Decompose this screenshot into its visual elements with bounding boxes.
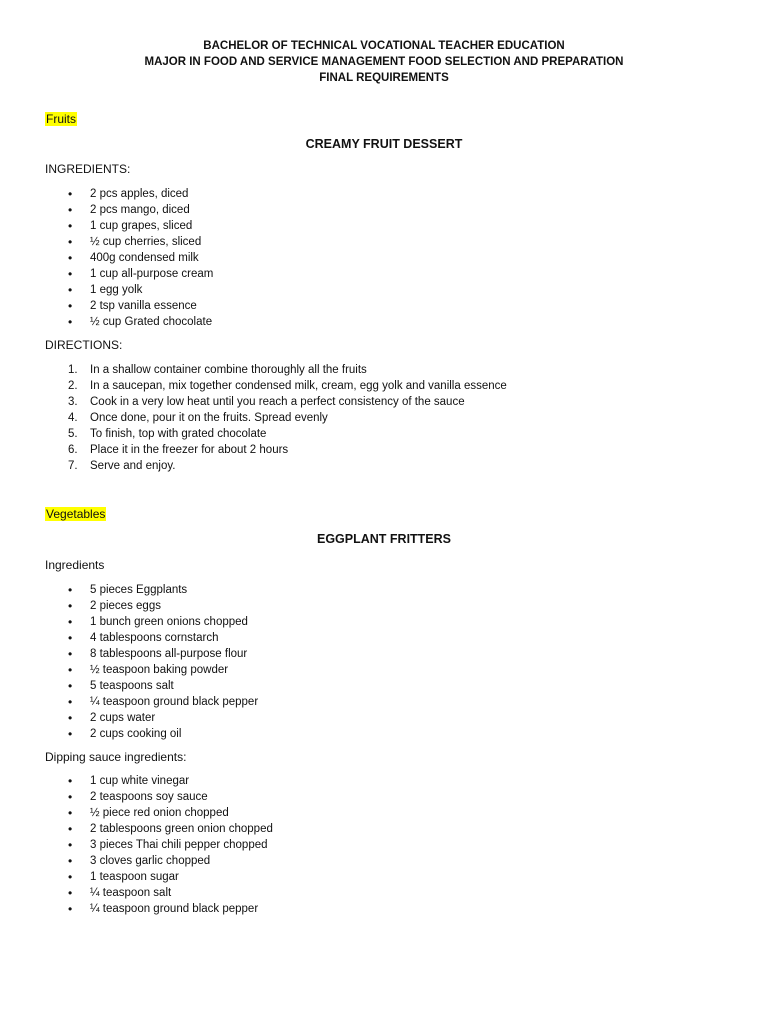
list-item (45, 266, 213, 282)
fruit-ingredients-list (45, 186, 213, 330)
list-item-text: ½ cup cherries, sliced (90, 236, 202, 248)
list-item-text: 1 cup white vinegar (90, 775, 190, 787)
list-item (45, 789, 273, 805)
list-item (45, 662, 258, 678)
ingredients-label: Ingredients (45, 558, 105, 572)
list-item (45, 726, 258, 742)
direction-step: 7. Serve and enjoy. (68, 460, 176, 472)
list-item-text: ¼ teaspoon salt (90, 887, 172, 899)
list-item-text: 3 pieces Thai chili pepper chopped (90, 839, 268, 851)
direction-step: 4. Once done, pour it on the fruits. Spread evenly (68, 412, 328, 424)
list-item-text: 1 egg yolk (90, 284, 143, 296)
list-item-text: 1 cup all-purpose cream (90, 268, 214, 280)
list-item-text: Serve and enjoy. (90, 460, 176, 472)
list-item-text: 2 tsp vanilla essence (90, 300, 197, 312)
list-item-text: 2 teaspoons soy sauce (90, 791, 208, 803)
list-item-text: 2 pcs apples, diced (90, 188, 189, 200)
list-item-text: ½ teaspoon baking powder (90, 664, 229, 676)
list-item-text: 400g condensed milk (90, 252, 199, 264)
ingredients-label: INGREDIENTS: (45, 162, 131, 176)
dipping-sauce-list (45, 773, 273, 917)
direction-step: 1. In a shallow container combine thoroughly all the fruits (68, 364, 367, 376)
list-item (45, 678, 258, 694)
eggplant-ingredients-list (45, 582, 258, 742)
list-item-text: 5 teaspoons salt (90, 680, 174, 692)
dipping-sauce-label: Dipping sauce ingredients: (45, 750, 187, 764)
list-item (45, 630, 258, 646)
list-item-text: ½ piece red onion chopped (90, 807, 229, 819)
list-item-text: 2 cups water (90, 712, 156, 724)
directions-label: DIRECTIONS: (45, 338, 123, 352)
category-fruits: Fruits (46, 112, 76, 126)
list-item-text: Once done, pour it on the fruits. Spread evenly (90, 412, 328, 424)
list-item (45, 837, 273, 853)
list-item (45, 186, 213, 202)
list-item (45, 885, 273, 901)
list-item-text: 2 pieces eggs (90, 600, 161, 612)
list-item-text: Cook in a very low heat until you reach a perfect consistency of the sauce (90, 396, 465, 408)
list-item-text: In a saucepan, mix together condensed milk, cream, egg yolk and vanilla essence (90, 380, 507, 392)
list-item (45, 853, 273, 869)
recipe-title-eggplant-fritters: EGGPLANT FRITTERS (316, 532, 452, 546)
list-item (45, 901, 273, 917)
list-item (45, 646, 258, 662)
list-item (45, 582, 258, 598)
list-item (45, 250, 213, 266)
list-item (45, 282, 213, 298)
list-item (45, 298, 213, 314)
list-item-text: 3 cloves garlic chopped (90, 855, 211, 867)
header-line-2: MAJOR IN FOOD AND SERVICE MANAGEMENT FOOD SELECTION AND PREPARATION (144, 56, 624, 68)
header-line-3: FINAL REQUIREMENTS (319, 72, 449, 84)
list-item-text: 4 tablespoons cornstarch (90, 632, 219, 644)
list-item-text: 1 teaspoon sugar (90, 871, 179, 883)
list-item-text: Place it in the freezer for about 2 hours (90, 444, 289, 456)
list-item (45, 614, 258, 630)
list-item-text: 1 cup grapes, sliced (90, 220, 193, 232)
fruit-directions-list (45, 362, 507, 474)
list-item-text: ½ cup Grated chocolate (90, 316, 213, 328)
list-item-text: 2 tablespoons green onion chopped (90, 823, 273, 835)
list-item (45, 218, 213, 234)
list-item-text: 2 pcs mango, diced (90, 204, 190, 216)
direction-step: 3. Cook in a very low heat until you reach a perfect consistency of the sauce (68, 396, 465, 408)
list-item (45, 805, 273, 821)
list-item-text: 2 cups cooking oil (90, 728, 182, 740)
list-item-text: In a shallow container combine thoroughly all the fruits (90, 364, 367, 376)
list-item (45, 314, 213, 330)
header-line-1: BACHELOR OF TECHNICAL VOCATIONAL TEACHER EDUCATION (203, 40, 565, 52)
list-item (45, 598, 258, 614)
direction-step: 2. In a saucepan, mix together condensed milk, cream, egg yolk and vanilla essence (68, 380, 507, 392)
list-item (45, 694, 258, 710)
list-item (45, 869, 273, 885)
direction-step: 5. To finish, top with grated chocolate (68, 428, 267, 440)
category-vegetables: Vegetables (46, 507, 106, 521)
recipe-title-fruit-dessert: CREAMY FRUIT DESSERT (305, 137, 463, 151)
list-item-text: To finish, top with grated chocolate (90, 428, 267, 440)
direction-step: 6. Place it in the freezer for about 2 hours (68, 444, 289, 456)
list-item (45, 710, 258, 726)
list-item-text: ¼ teaspoon ground black pepper (90, 696, 259, 708)
list-item-text: ¼ teaspoon ground black pepper (90, 903, 259, 915)
list-item (45, 234, 213, 250)
list-item-text: 5 pieces Eggplants (90, 584, 188, 596)
list-item-text: 1 bunch green onions chopped (90, 616, 248, 628)
list-item (45, 202, 213, 218)
list-item (45, 773, 273, 789)
list-item-text: 8 tablespoons all-purpose flour (90, 648, 248, 660)
list-item (45, 821, 273, 837)
